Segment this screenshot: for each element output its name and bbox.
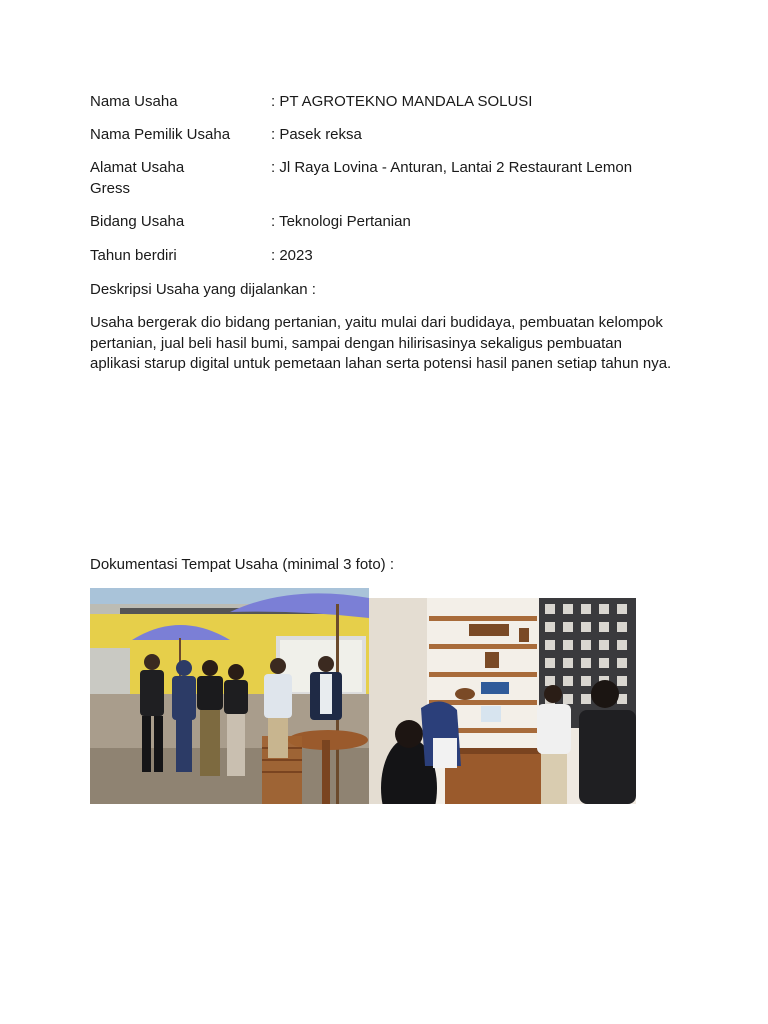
description-line: pertanian, jual beli hasil bumi, sampai dengan hilirisasinya sekaligus pembuatan bbox=[90, 334, 622, 352]
field-label: Nama Usaha bbox=[90, 93, 178, 110]
field-value: : Teknologi Pertanian bbox=[271, 213, 411, 230]
field-value: : Jl Raya Lovina - Anturan, Lantai 2 Restaurant Lemon bbox=[271, 159, 633, 176]
documentation-heading: Dokumentasi Tempat Usaha (minimal 3 foto) : bbox=[90, 556, 395, 573]
field-value-continuation: Gress bbox=[90, 180, 131, 197]
field-alamat-usaha bbox=[90, 158, 690, 200]
description-line: aplikasi starup digital untuk pemetaan lahan serta potensi hasil panen setiap tahun nya. bbox=[90, 355, 672, 372]
field-label: Bidang Usaha bbox=[90, 213, 185, 230]
field-value: : PT AGROTEKNO MANDALA SOLUSI bbox=[271, 93, 533, 110]
photo-store-interior bbox=[369, 598, 636, 804]
field-label: Tahun berdiri bbox=[90, 247, 177, 264]
description-line: Usaha bergerak dio bidang pertanian, yaitu mulai dari budidaya, pembuatan kelompok bbox=[90, 314, 663, 331]
field-value: : 2023 bbox=[271, 247, 313, 264]
description-heading: Deskripsi Usaha yang dijalankan : bbox=[90, 281, 316, 298]
field-label: Nama Pemilik Usaha bbox=[90, 126, 231, 143]
field-value: : Pasek reksa bbox=[271, 126, 362, 143]
description-paragraph bbox=[90, 313, 690, 375]
photo-group-outdoor bbox=[90, 588, 369, 804]
field-label: Alamat Usaha bbox=[90, 159, 185, 176]
